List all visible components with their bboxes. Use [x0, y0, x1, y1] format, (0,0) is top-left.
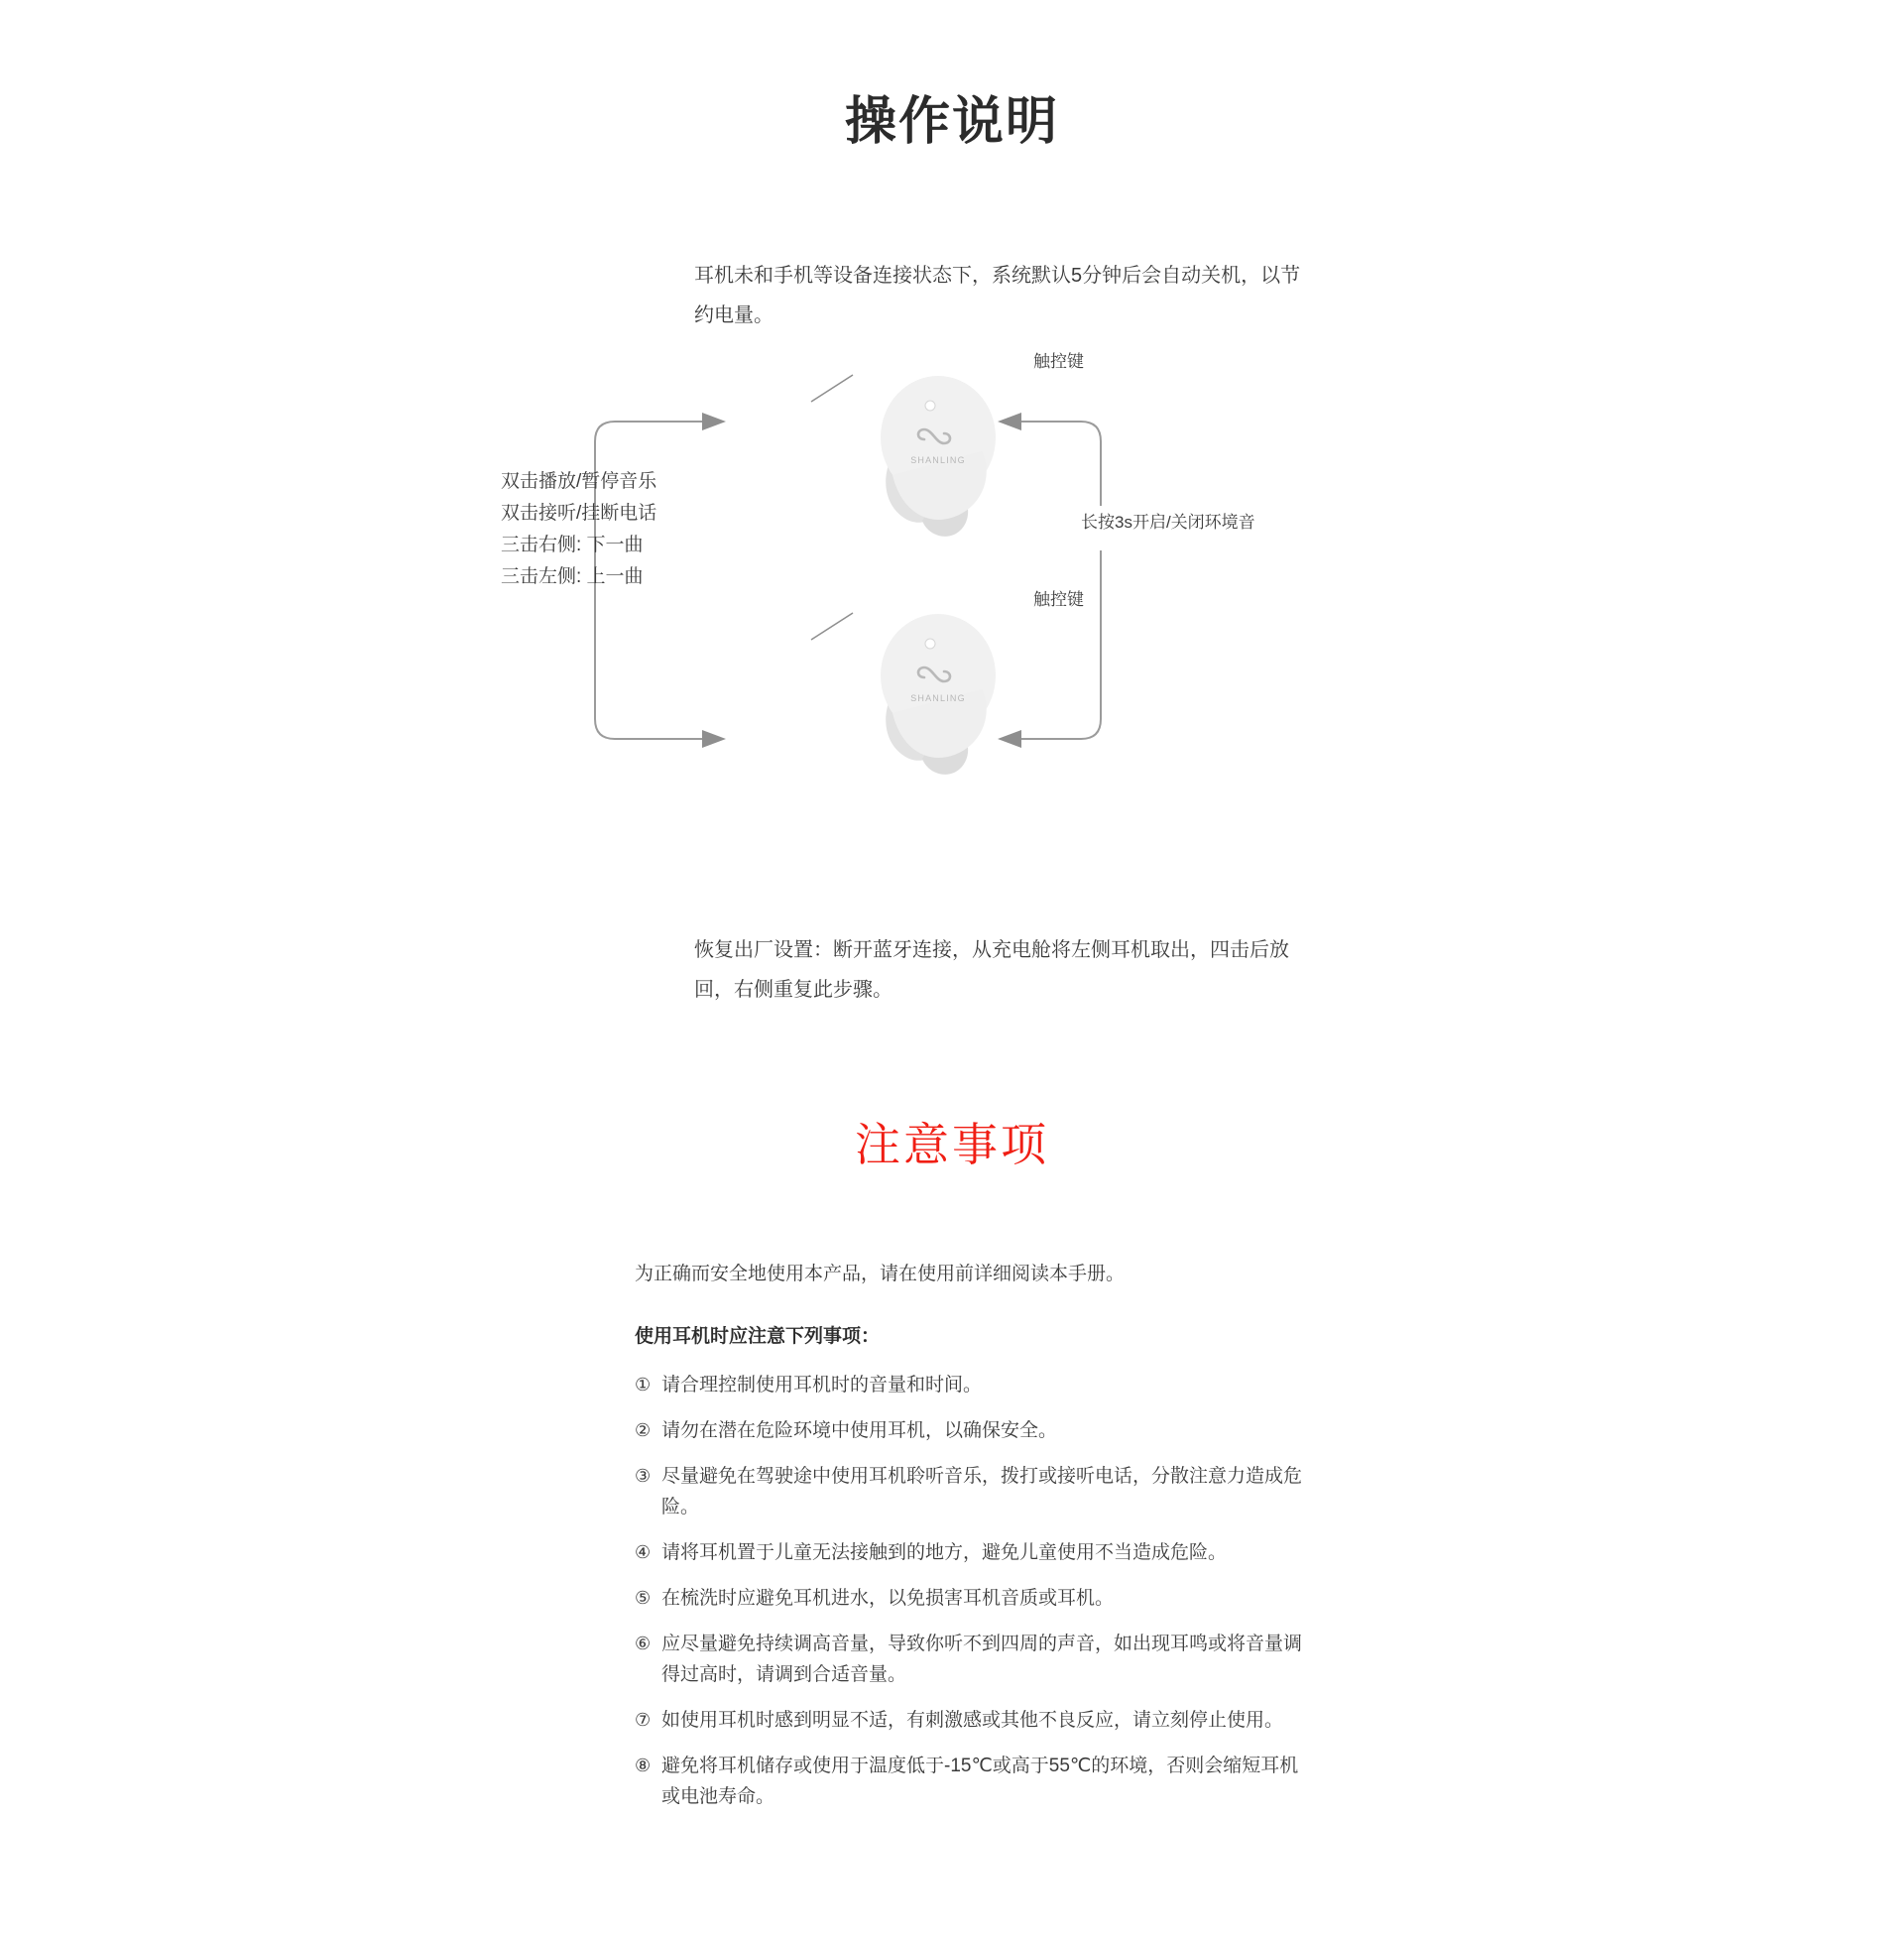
notice-item-number: ⑦ [635, 1710, 652, 1730]
control-diagram [501, 347, 1368, 903]
notice-item-text: 避免将耳机储存或使用于温度低于-15℃或高于55℃的环境，否则会缩短耳机或电池寿命。 [661, 1756, 1299, 1807]
notice-subtitle: 使用耳机时应注意下列事项： [635, 1326, 881, 1347]
svg-text:SHANLING: SHANLING [910, 693, 966, 703]
notice-item-number: ① [635, 1375, 652, 1394]
notice-item-text: 请合理控制使用耳机时的音量和时间。 [661, 1375, 983, 1395]
notice-item-number: ② [635, 1420, 652, 1440]
notice-item-number: ⑧ [635, 1756, 652, 1775]
notice-item [635, 1370, 1309, 1400]
notice-item-text: 请勿在潜在危险环境中使用耳机，以确保安全。 [661, 1420, 1058, 1441]
arrow-left-top [702, 413, 726, 430]
notice-item-number: ③ [635, 1466, 652, 1486]
intro-paragraph: 耳机未和手机等设备连接状态下，系统默认5分钟后会自动关机，以节约电量。 [694, 265, 1301, 326]
notice-item [635, 1705, 1309, 1736]
notice-item-number: ⑤ [635, 1588, 652, 1608]
arrow-left-bottom [702, 730, 726, 748]
notice-item-text: 如使用耳机时感到明显不适，有刺激感或其他不良反应，请立刻停止使用。 [661, 1710, 1284, 1731]
notice-item [635, 1461, 1309, 1522]
notice-item [635, 1583, 1309, 1614]
notice-item-text: 应尽量避免持续调高音量，导致你听不到四周的声音，如出现耳鸣或将音量调得过高时，请调到合适音量。 [661, 1634, 1303, 1685]
earbud-top-graphic [863, 372, 1041, 560]
notice-item-text: 请将耳机置于儿童无法接触到的地方，避免儿童使用不当造成危险。 [661, 1542, 1228, 1563]
gesture-item: 三击右侧: 下一曲 [501, 535, 644, 555]
notice-lead-text: 为正确而安全地使用本产品，请在使用前详细阅读本手册。 [635, 1264, 1126, 1284]
factory-reset-paragraph: 恢复出厂设置：断开蓝牙连接，从充电舱将左侧耳机取出，四击后放回，右侧重复此步骤。 [694, 939, 1289, 1001]
notice-item-text: 尽量避免在驾驶途中使用耳机聆听音乐，拨打或接听电话，分散注意力造成危险。 [661, 1466, 1303, 1517]
notice-item [635, 1751, 1309, 1812]
notice-title: 注意事项 [855, 1119, 1049, 1170]
label-ambient-sound: 长按3s开启/关闭环境音 [1081, 513, 1255, 532]
svg-text:SHANLING: SHANLING [910, 455, 966, 465]
gesture-item: 双击接听/挂断电话 [501, 503, 657, 524]
gesture-item: 双击播放/暂停音乐 [501, 471, 657, 492]
notice-item-number: ④ [635, 1542, 652, 1562]
earbud-bottom-graphic [863, 610, 1041, 798]
label-touch-key-top: 触控键 [1033, 352, 1084, 371]
notice-item [635, 1629, 1309, 1690]
label-touch-key-bottom: 触控键 [1033, 590, 1084, 609]
gesture-item: 三击左侧: 上一曲 [501, 566, 644, 587]
notice-item-text: 在梳洗时应避免耳机进水，以免损害耳机音质或耳机。 [661, 1588, 1115, 1609]
page-title: 操作说明 [844, 93, 1059, 151]
gesture-list [501, 466, 656, 593]
notice-item-number: ⑥ [635, 1634, 652, 1653]
notice-item [635, 1537, 1309, 1568]
notice-item [635, 1415, 1309, 1446]
notice-section [635, 1258, 1309, 1827]
